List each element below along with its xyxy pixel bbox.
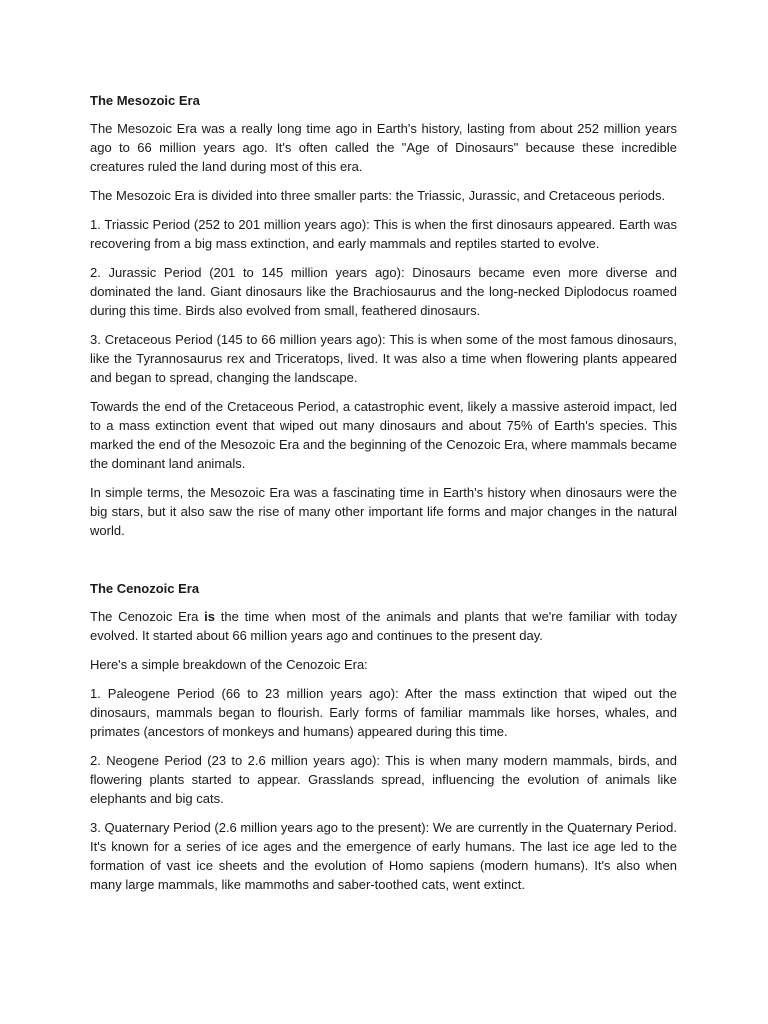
cenozoic-paragraph-breakdown: Here's a simple breakdown of the Cenozoic Era: (90, 657, 368, 672)
mesozoic-paragraph-jurassic: 2. Jurassic Period (201 to 145 million years ago): Dinosaurs became even more diverse and dominated the land. Giant dinosaurs like the Brachiosaurus and the long-necked Diplodocus roamed during this time. Birds also evolved from small, feathered dinosaurs. (90, 265, 677, 318)
mesozoic-paragraph-triassic: 1. Triassic Period (252 to 201 million years ago): This is when the first dinosaurs appeared. Earth was recovering from a big mass extinction, and early mammals and reptiles started to evolve. (90, 217, 677, 251)
mesozoic-heading: The Mesozoic Era (90, 93, 200, 108)
cenozoic-intro-start: The Cenozoic Era (90, 609, 205, 624)
mesozoic-paragraph-intro: The Mesozoic Era was a really long time ago in Earth's history, lasting from about 252 million years ago to 66 million years ago. It's often called the "Age of Dinosaurs" because these incredible creatures ruled the land during most of this era. (90, 121, 677, 174)
cenozoic-intro-end: the time when most of the animals and plants that we're familiar with today evolved. It started about 66 million years ago and continues to the present day. (90, 609, 677, 643)
mesozoic-paragraph-divisions: The Mesozoic Era is divided into three smaller parts: the Triassic, Jurassic, and Cretaceous periods. (90, 188, 666, 203)
mesozoic-paragraph-summary: In simple terms, the Mesozoic Era was a fascinating time in Earth's history when dinosaurs were the big stars, but it also saw the rise of many other important life forms and major changes in the natural world. (90, 485, 677, 538)
cenozoic-paragraph-quaternary: 3. Quaternary Period (2.6 million years ago to the present): We are currently in the Quaternary Period. It's known for a series of ice ages and the emergence of early humans. The last ice age led to the formation of vast ice sheets and the evolution of Homo sapiens (modern humans). It's also when many large mammals, like mammoths and saber-toothed cats, went extinct. (90, 820, 677, 892)
mesozoic-paragraph-extinction: Towards the end of the Cretaceous Period, a catastrophic event, likely a massive asteroid impact, led to a mass extinction event that wiped out many dinosaurs and about 75% of Earth's species. This marked the end of the Mesozoic Era and the beginning of the Cenozoic Era, where mammals became the dominant land animals. (90, 399, 677, 471)
document-page (90, 91, 677, 904)
cenozoic-paragraph-neogene: 2. Neogene Period (23 to 2.6 million years ago): This is when many modern mammals, birds, and flowering plants started to appear. Grasslands spread, influencing the evolution of animals like elephants and big cats. (90, 753, 677, 806)
cenozoic-paragraph-paleogene: 1. Paleogene Period (66 to 23 million years ago): After the mass extinction that wiped out the dinosaurs, mammals began to flourish. Early forms of familiar mammals like horses, whales, and primates (ancestors of monkeys and humans) appeared during this time. (90, 686, 677, 739)
cenozoic-intro-bold: is (204, 609, 215, 624)
mesozoic-paragraph-cretaceous: 3. Cretaceous Period (145 to 66 million years ago): This is when some of the most famous dinosaurs, like the Tyrannosaurus rex and Triceratops, lived. It was also a time when flowering plants appeared and began to spread, changing the landscape. (90, 332, 677, 385)
cenozoic-paragraph-intro (90, 607, 677, 645)
section-spacer (90, 550, 677, 579)
cenozoic-heading: The Cenozoic Era (90, 581, 200, 596)
